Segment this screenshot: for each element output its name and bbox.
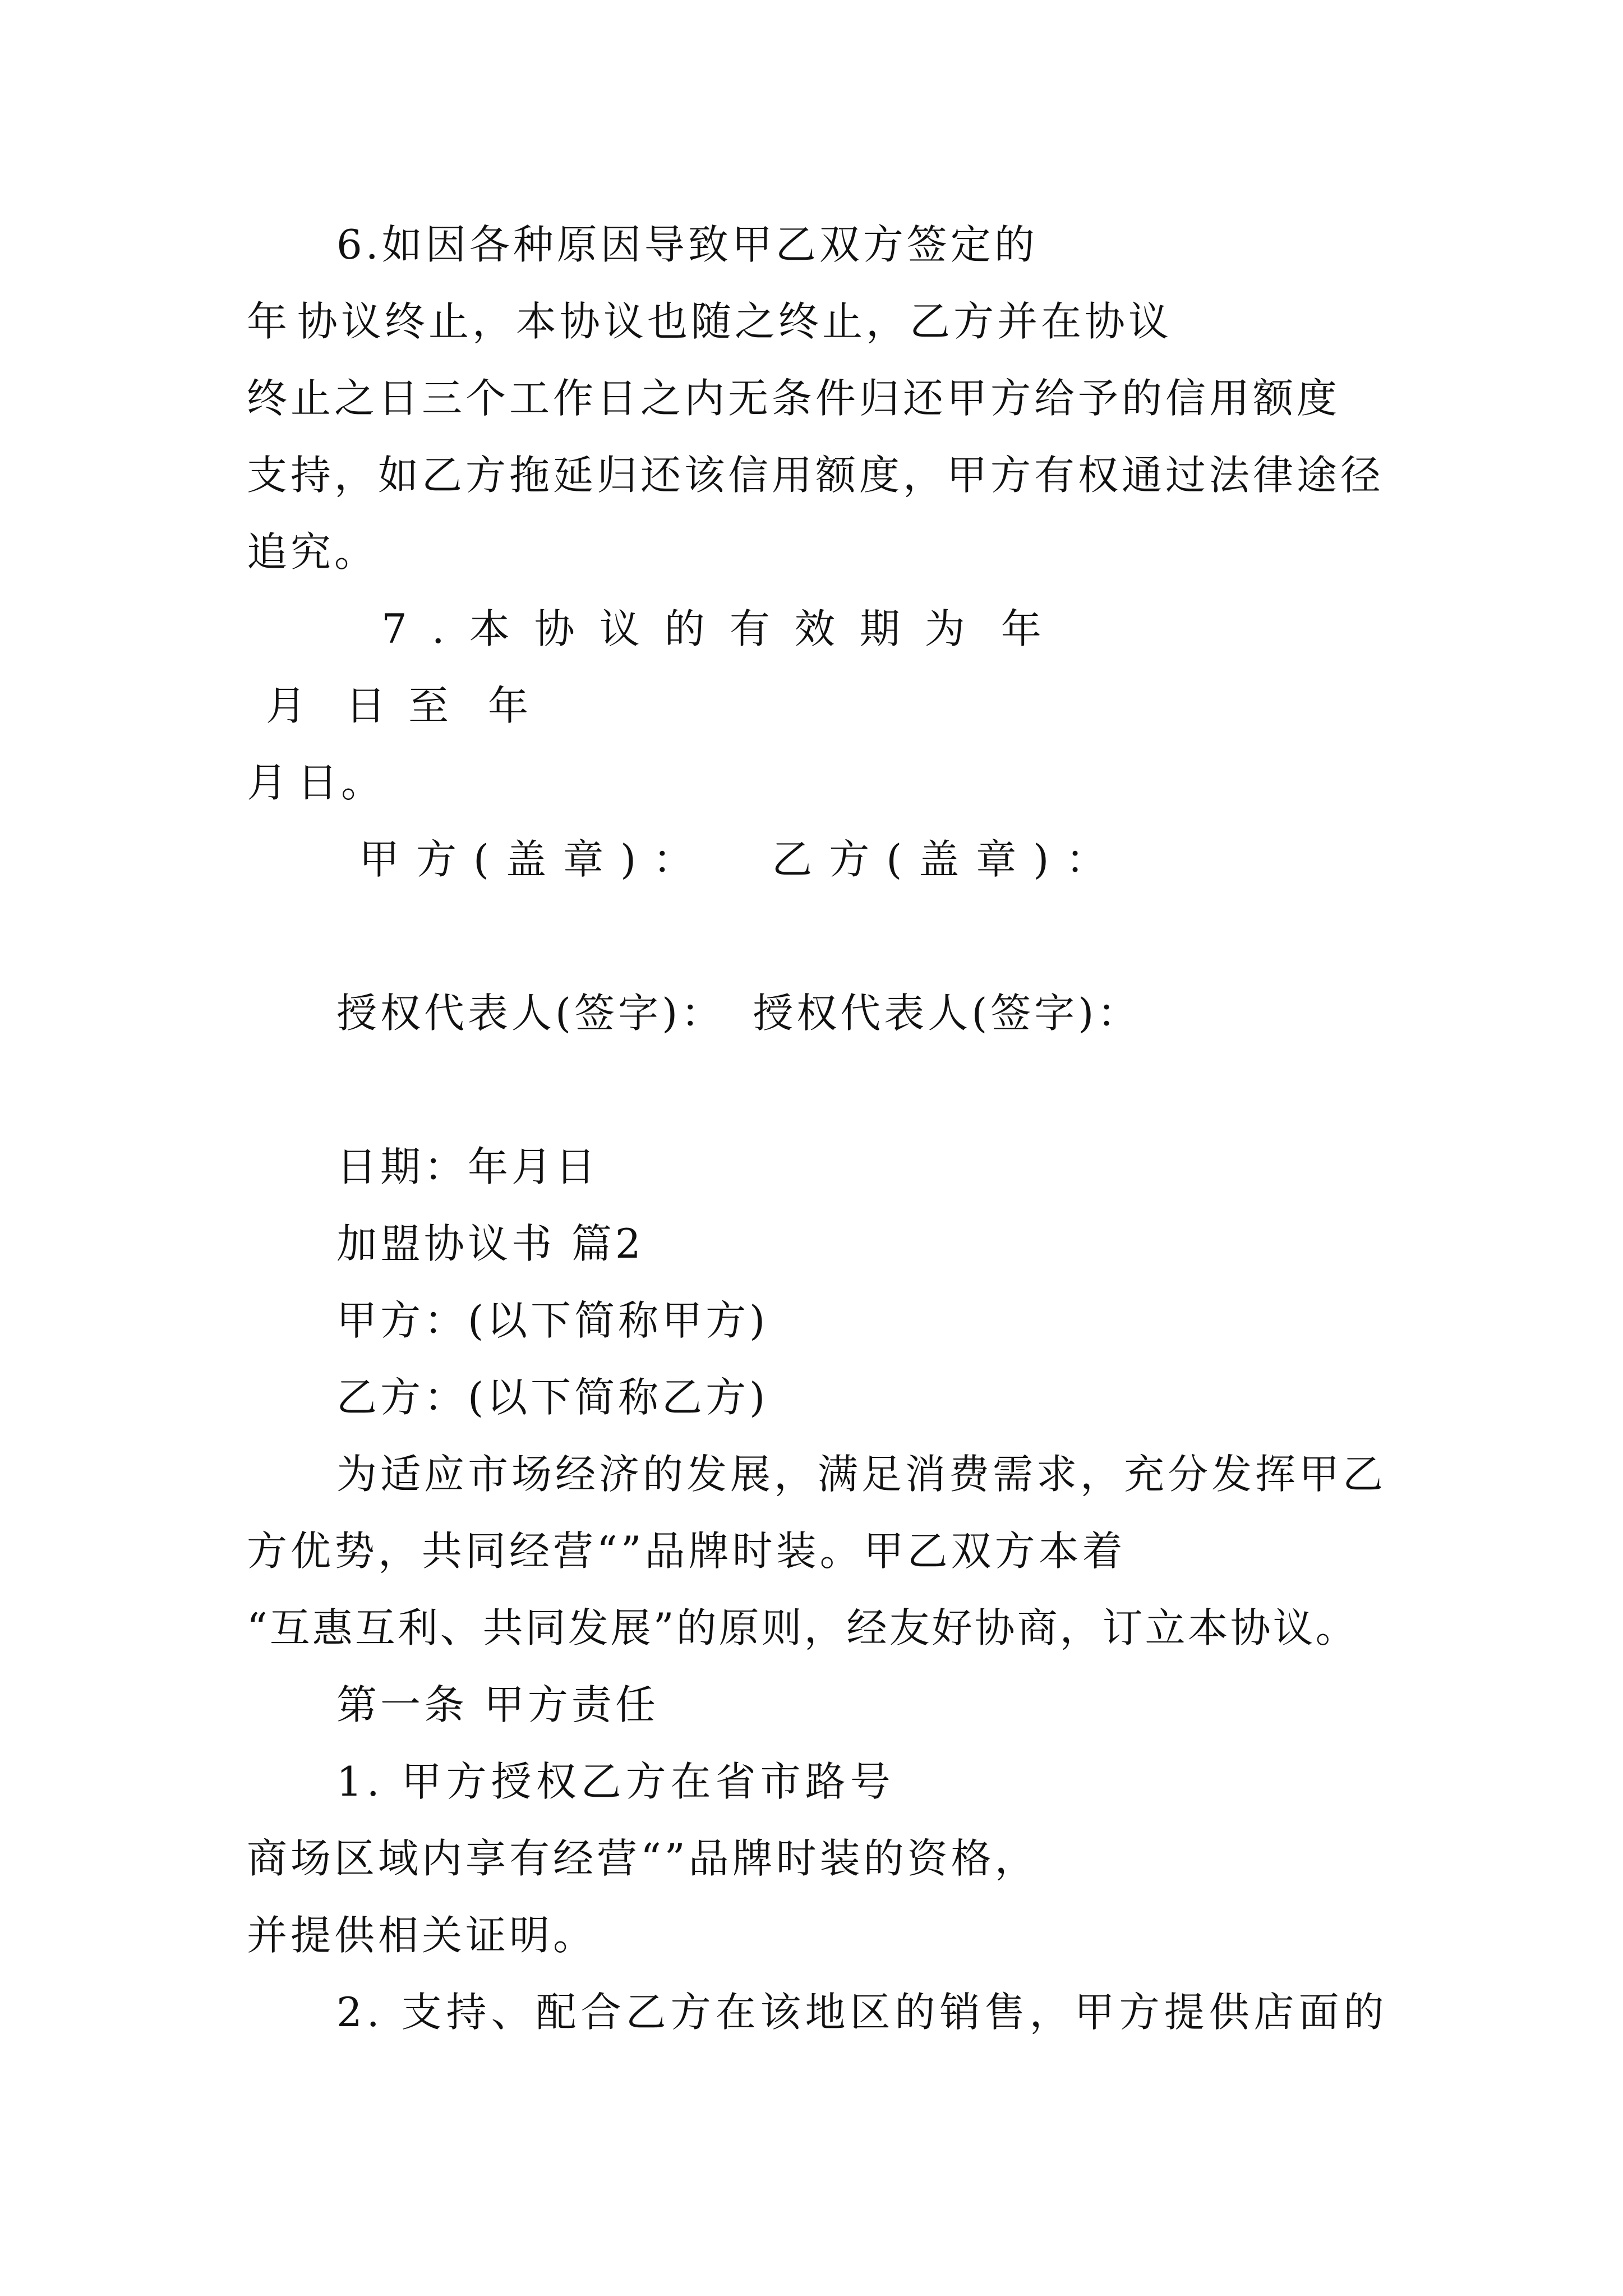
clause1-road: 路	[805, 1758, 850, 1805]
article1-title	[336, 1681, 659, 1728]
clause2-line1	[336, 1989, 1389, 2036]
item7-line3-day: 日。	[297, 759, 385, 806]
section2-title	[336, 1220, 644, 1267]
article1-title-text: 第一条 甲方责任	[336, 1681, 659, 1728]
clause1-number: 号	[850, 1758, 895, 1805]
party-a-seal-label: 甲方(盖章)：	[359, 836, 711, 883]
item7-line1-text: 7.本协议的有效期为	[381, 605, 990, 652]
item7-line1	[381, 605, 1066, 652]
clause1-city: 市	[760, 1758, 805, 1805]
intro-line1-text: 为适应市场经济的发展，满足消费需求，充分发挥甲乙	[336, 1451, 1387, 1498]
item7-line2-day-to: 日至	[345, 682, 472, 729]
item6-line2	[247, 298, 1173, 345]
intro-line3-text: “互惠互利、共同发展”的原则，经友好协商，订立本协议。	[247, 1604, 1358, 1651]
date-day: 日	[555, 1143, 600, 1190]
item6-line1	[336, 221, 1045, 268]
item6-line3	[247, 375, 1341, 422]
section2-title-text: 加盟协议书 篇2	[336, 1220, 644, 1267]
signature-date-line	[336, 1143, 600, 1190]
date-year: 年	[468, 1143, 512, 1190]
signature-seal-blank-line	[247, 916, 250, 956]
item7-line3-month: 月	[247, 759, 291, 806]
item6-line2-year: 年	[247, 298, 291, 345]
rep-a-label: 授权代表人(签字)：	[336, 990, 725, 1037]
item6-line3-text: 终止之日三个工作日之内无条件归还甲方给予的信用额度	[247, 375, 1341, 422]
party-b-suffix: (以下简称乙方)	[468, 1374, 769, 1421]
item6-line4-text: 支持，如乙方拖延归还该信用额度，甲方有权通过法律途径	[247, 452, 1385, 499]
section2-intro-line3	[247, 1604, 1358, 1651]
party-b-label: 乙方：	[336, 1374, 468, 1421]
party-a-suffix: (以下简称甲方)	[468, 1297, 769, 1344]
section2-intro-line2	[247, 1527, 1126, 1575]
clause1-line3	[247, 1912, 597, 1959]
rep-b-label: 授权代表人(签字)：	[753, 990, 1141, 1037]
date-month: 月	[511, 1143, 556, 1190]
item6-line1-text: 6.如因各种原因导致甲乙双方签定的	[336, 221, 1038, 268]
item6-line5	[247, 528, 379, 576]
clause1-line1	[336, 1758, 895, 1805]
section2-party-a	[336, 1297, 769, 1344]
item7-line1-year: 年	[1000, 605, 1066, 652]
signature-seal-line	[359, 836, 1123, 883]
clause1-province: 省	[715, 1758, 760, 1805]
item7-line2	[247, 682, 551, 729]
item7-line2-year: 年	[488, 682, 551, 729]
party-b-seal-label: 乙方(盖章)：	[772, 836, 1123, 883]
party-a-label: 甲方：	[336, 1297, 468, 1344]
clause1-line3-text: 并提供相关证明。	[247, 1912, 597, 1959]
intro-line2-text-a: 方优势，共同经营“	[247, 1527, 621, 1575]
clause1-line2-text-b: ”品牌时装的资格，	[664, 1835, 1039, 1882]
date-label: 日期：	[336, 1143, 468, 1190]
clause1-text-a: 1. 甲方授权乙方在	[336, 1758, 716, 1805]
item6-line2-text: 协议终止，本协议也随之终止，乙方并在协议	[297, 298, 1173, 345]
item7-line2-month: 月	[266, 682, 329, 729]
signature-rep-line	[336, 990, 1141, 1037]
clause2-text: 2. 支持、配合乙方在该地区的销售，甲方提供店面的	[336, 1989, 1389, 2036]
intro-line2-text-b: ”品牌时装。甲乙双方本着	[620, 1527, 1126, 1575]
clause1-line2-text-a: 商场区域内享有经营“	[247, 1835, 665, 1882]
signature-rep-blank-line	[247, 1070, 250, 1110]
clause1-line2	[247, 1835, 1039, 1882]
item7-line3	[247, 759, 385, 806]
item6-line5-text: 追究。	[247, 528, 379, 576]
section2-party-b	[336, 1374, 769, 1421]
section2-intro-line1	[336, 1451, 1387, 1498]
item6-line4	[247, 452, 1385, 499]
